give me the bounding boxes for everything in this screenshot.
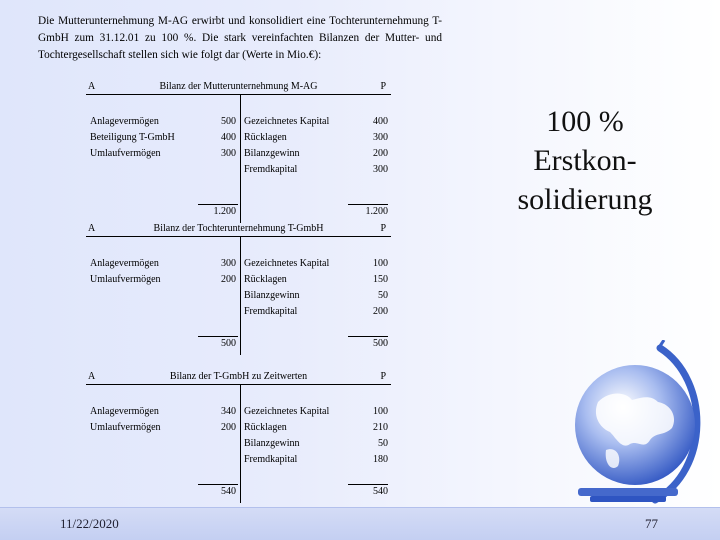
liability-value: 210 (373, 422, 388, 433)
title-line-1: 100 % (546, 105, 624, 138)
globe-icon (560, 340, 710, 510)
liability-label: Bilanzgewinn (244, 438, 300, 449)
liability-value: 200 (373, 148, 388, 159)
total-liabilities: 1.200 (365, 206, 388, 217)
total-assets: 540 (221, 486, 236, 497)
asset-value: 200 (221, 274, 236, 285)
column-divider (240, 385, 241, 503)
intro-text: Die Mutterunternehmung M-AG erwirbt und konsolidiert eine Tochterunternehmung T-GmbH zum 31.12.01 zu 100 %. Die stark vereinfachten Bilanzen der Mutter- und Tochtergesellschaft stellen sich wie folgt dar (Werte in Mio.€): (38, 15, 442, 61)
asset-label: Anlagevermögen (90, 258, 159, 269)
liability-label: Gezeichnetes Kapital (244, 116, 330, 127)
liability-value: 150 (373, 274, 388, 285)
balance-title: Bilanz der Mutterunternehmung M-AG (159, 81, 318, 92)
column-divider (240, 95, 241, 223)
header-aktiva: A (88, 223, 96, 234)
slide-title (490, 102, 680, 219)
liability-label: Rücklagen (244, 274, 287, 285)
balance-header (86, 80, 391, 95)
asset-label: Umlaufvermögen (90, 422, 161, 433)
total-liabilities: 500 (373, 338, 388, 349)
total-assets: 1.200 (213, 206, 236, 217)
asset-value: 400 (221, 132, 236, 143)
liability-label: Rücklagen (244, 132, 287, 143)
balance-sheet (86, 222, 391, 355)
balance-header (86, 370, 391, 385)
balance-title: Bilanz der Tochterunternehmung T-GmbH (153, 223, 324, 234)
asset-value: 500 (221, 116, 236, 127)
liability-label: Bilanzgewinn (244, 290, 300, 301)
liability-value: 100 (373, 406, 388, 417)
balance-title: Bilanz der T-GmbH zu Zeitwerten (169, 371, 308, 382)
footer-date: 11/22/2020 (60, 516, 119, 531)
liability-label: Bilanzgewinn (244, 148, 300, 159)
title-line-3: solidierung (517, 183, 653, 216)
header-passiva: P (380, 223, 386, 234)
asset-value: 300 (221, 258, 236, 269)
liability-value: 400 (373, 116, 388, 127)
liability-label: Fremdkapital (244, 454, 298, 465)
asset-value: 340 (221, 406, 236, 417)
asset-label: Umlaufvermögen (90, 148, 161, 159)
liability-value: 200 (373, 306, 388, 317)
liability-label: Fremdkapital (244, 164, 298, 175)
liability-label: Gezeichnetes Kapital (244, 258, 330, 269)
asset-label: Anlagevermögen (90, 406, 159, 417)
title-line-2: Erstkon- (533, 144, 637, 177)
liability-value: 180 (373, 454, 388, 465)
balance-sheet (86, 370, 391, 503)
header-aktiva: A (88, 81, 96, 92)
liability-label: Rücklagen (244, 422, 287, 433)
liability-value: 50 (378, 290, 388, 301)
liability-label: Gezeichnetes Kapital (244, 406, 330, 417)
liability-value: 300 (373, 132, 388, 143)
header-passiva: P (380, 371, 386, 382)
balance-header (86, 222, 391, 237)
liability-value: 50 (378, 438, 388, 449)
header-passiva: P (380, 81, 386, 92)
asset-label: Umlaufvermögen (90, 274, 161, 285)
asset-label: Beteiligung T-GmbH (90, 132, 175, 143)
asset-label: Anlagevermögen (90, 116, 159, 127)
liability-label: Fremdkapital (244, 306, 298, 317)
liability-value: 100 (373, 258, 388, 269)
liability-value: 300 (373, 164, 388, 175)
column-divider (240, 237, 241, 355)
asset-value: 200 (221, 422, 236, 433)
page-number: 77 (645, 516, 658, 531)
total-assets: 500 (221, 338, 236, 349)
header-aktiva: A (88, 371, 96, 382)
balance-sheet (86, 80, 391, 223)
total-liabilities: 540 (373, 486, 388, 497)
asset-value: 300 (221, 148, 236, 159)
